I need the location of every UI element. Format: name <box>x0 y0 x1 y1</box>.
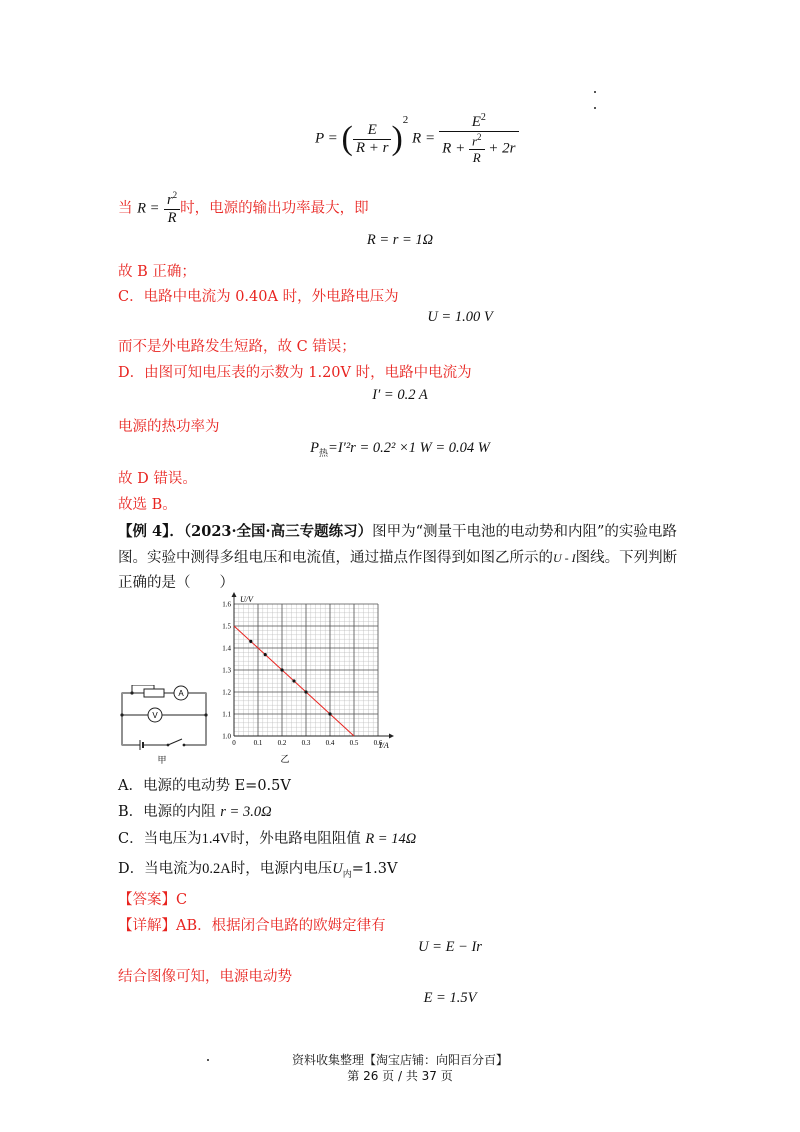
page-number: 第 26 页 / 共 37 页 <box>347 1069 453 1083</box>
text-line: D．由图可知电压表的示数为 1.20V 时，电路中电流为 <box>118 365 472 381</box>
series <box>234 626 354 736</box>
y-tick-label: 1.2 <box>222 688 231 697</box>
data-point <box>264 653 267 656</box>
y-tick-label: 1.4 <box>222 644 231 653</box>
data-point <box>328 712 331 715</box>
text-line: 故 D 错误。 <box>118 471 197 487</box>
rheostat <box>144 689 164 697</box>
answer-label: 【答案】C <box>118 892 188 908</box>
option-b: B．电源的内阻 r = 3.0Ω <box>118 804 272 820</box>
question-line-2: 图。实验中测得多组电压和电流值，通过描点作图得到如图乙所示的U - I图线。下列判断 <box>118 550 678 566</box>
option-a: A．电源的电动势 E=0.5V <box>118 778 291 794</box>
text-line: 电源的热功率为 <box>118 419 220 435</box>
eq-R-r: R = r = 1Ω <box>366 232 434 248</box>
eq-E: E = 1.5V <box>423 990 477 1006</box>
question-line-1: 【例 4】．（2023·全国·高三专题练习）图甲为“测量干电池的电动势和内阻”的实验电路 <box>118 523 677 540</box>
text-line: 故选 B。 <box>118 497 177 513</box>
question-line-3: 正确的是（ ） <box>118 575 234 591</box>
question-tag: 【例 4】．（2023·全国·高三专题练习） <box>118 523 373 540</box>
x-tick-label: 0.1 <box>253 739 263 747</box>
x-axis-arrow <box>389 734 394 739</box>
margin-dot <box>594 107 596 109</box>
axes <box>232 592 395 739</box>
text-line: 故 B 正确； <box>118 264 196 280</box>
text-line: C．电路中电流为 0.40A 时，外电路电压为 <box>118 289 399 305</box>
option-d: D．当电流为0.2A时，电源内电压$U_内=1.3V$ <box>118 861 398 880</box>
margin-dot <box>594 91 596 93</box>
condition-line: 当 R = $\frac{r^2}{R}$ 时，电源的输出功率最大，即 <box>118 190 369 226</box>
y-tick-label: 1.5 <box>222 622 231 631</box>
chart-title: 乙 <box>280 755 290 765</box>
x-tick-label: 0.2 <box>277 739 287 747</box>
eq-U-E-Ir: U = E − Ir <box>418 939 482 955</box>
eq-I: I′ = 0.2 A <box>372 387 428 403</box>
text-line: 而不是外电路发生短路，故 C 错误； <box>118 339 356 355</box>
x-tick-label: 0 <box>232 739 236 747</box>
power-formula: P = ( $\frac{E}{R + r}$ )$^2$ R = $E^2$ R + $\frac{r^2}{R}$ + 2r <box>315 112 519 166</box>
answer-combine: 结合图像可知，电源电动势 <box>118 969 292 985</box>
grid-major <box>234 604 378 736</box>
x-tick-label: 0.5 <box>349 739 359 747</box>
y-tick-label: 1.1 <box>222 710 231 719</box>
eq-heat-power: $P_热=I'^2r = 0.2^2 \times 1$ W = 0.04 W <box>310 440 490 458</box>
eq-U: U = 1.00 V <box>427 309 493 325</box>
data-point <box>292 679 295 682</box>
x-tick-label: 0.6 <box>373 739 383 747</box>
data-point <box>304 690 307 693</box>
footer-source: 资料收集整理【淘宝店铺：向阳百分百】 <box>291 1053 508 1067</box>
circuit-caption: 甲 <box>157 756 167 765</box>
y-axis-arrow <box>232 592 237 597</box>
y-tick-label: 1.3 <box>222 666 231 675</box>
x-axis-label: I/A <box>379 741 389 750</box>
voltmeter-label: V <box>152 711 158 720</box>
ammeter-label: A <box>178 689 184 698</box>
answer-detail: 【详解】AB．根据闭合电路的欧姆定律有 <box>118 918 386 934</box>
data-point <box>249 640 252 643</box>
option-c: C．当电压为1.4V时，外电路电阻阻值 R = 14Ω <box>118 831 417 847</box>
x-tick-label: 0.3 <box>301 739 311 747</box>
x-tick-label: 0.4 <box>325 739 335 747</box>
circuit-diagram <box>118 685 213 765</box>
y-tick-label: 1.6 <box>222 600 231 609</box>
y-tick-label: 1.0 <box>222 732 231 741</box>
y-axis-label: U/V <box>240 595 253 604</box>
data-point <box>280 668 283 671</box>
ui-chart <box>212 592 397 770</box>
